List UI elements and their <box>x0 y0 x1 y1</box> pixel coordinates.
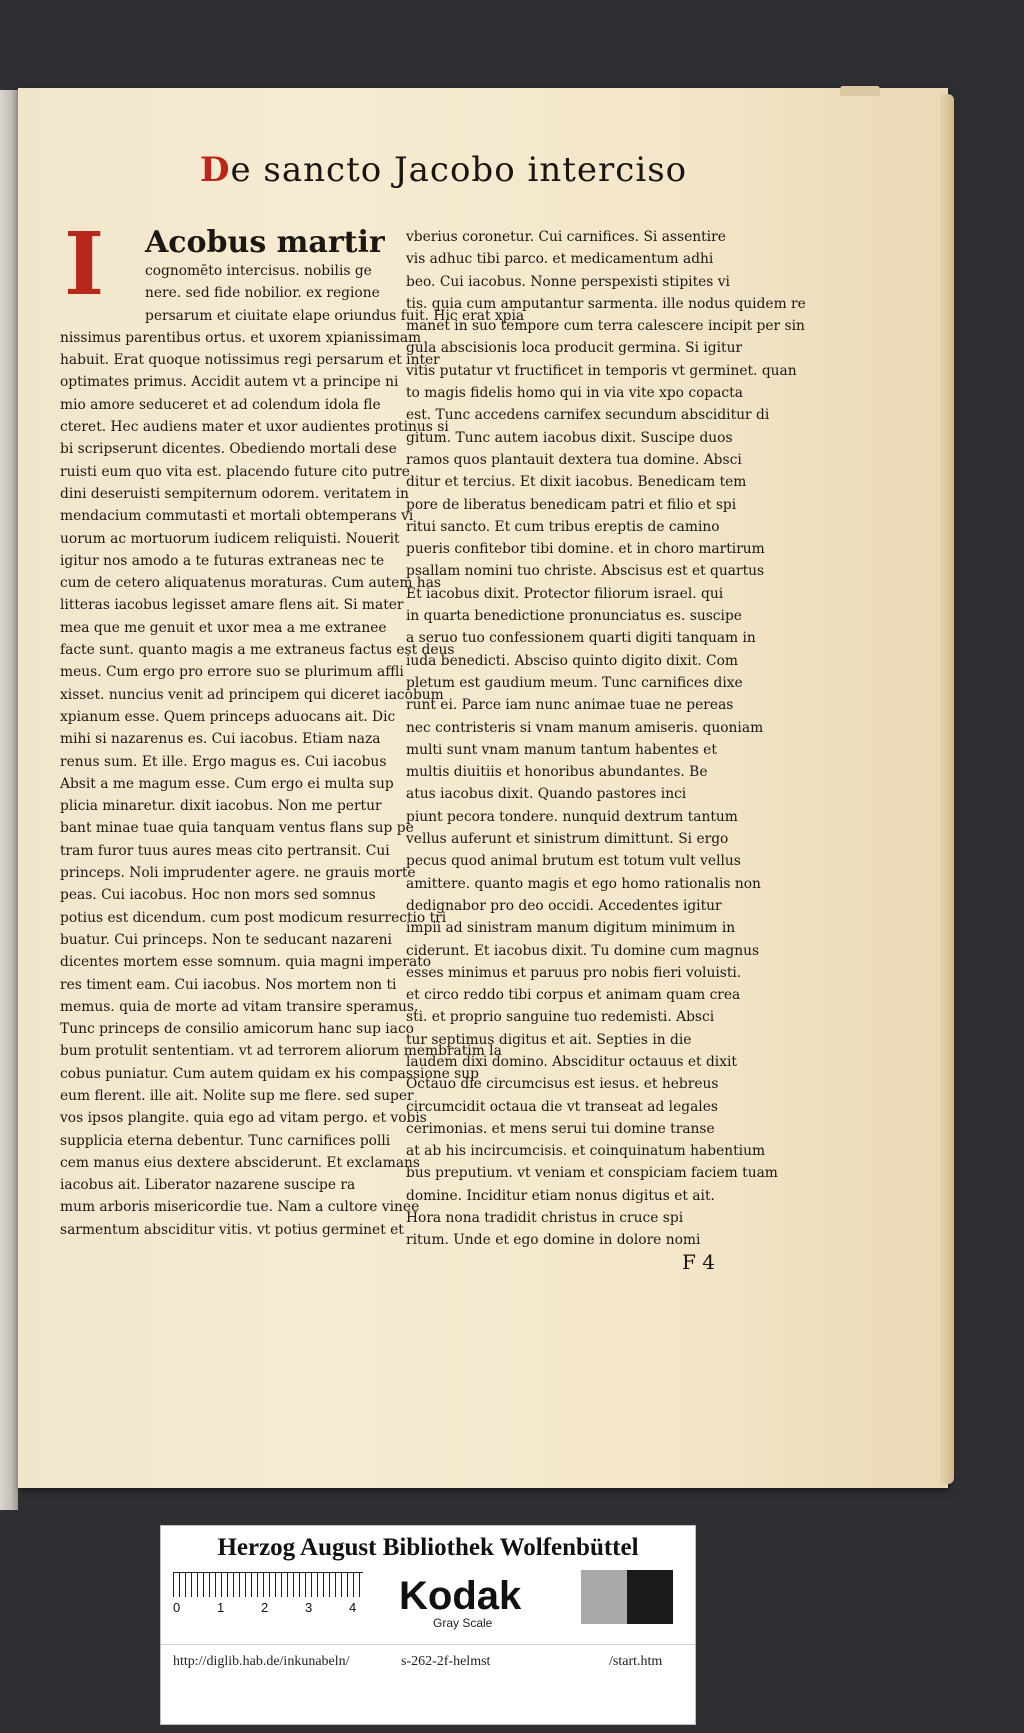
text-line: tis. quia cum amputantur sarmenta. ille nodus quidem re <box>406 295 806 312</box>
text-line: eum flerent. ille ait. Nolite sup me flere. sed super <box>60 1087 414 1104</box>
text-line: amittere. quanto magis et ego homo rationalis non <box>406 875 761 892</box>
text-line: impii ad sinistram manum digitum minimum in <box>406 920 736 937</box>
text-line: nissimus parentibus ortus. et uxorem xpianissimam <box>60 329 422 346</box>
url-prefix: http://diglib.hab.de/inkunabeln/ <box>173 1654 350 1669</box>
text-line: meus. Cum ergo pro errore suo se plurimum affli <box>60 664 404 681</box>
text-line: laudem dixi domino. Absciditur octauus et dixit <box>406 1053 737 1070</box>
text-line: uorum ac mortuorum iudicem reliquisti. Nouerit <box>60 530 400 547</box>
text-line: a seruo tuo confessionem quarti digiti tanquam in <box>406 630 756 647</box>
text-line: mum arboris misericordie tue. Nam a cultore vinee <box>60 1199 420 1216</box>
text-line: res timent eam. Cui iacobus. Nos mortem non ti <box>60 976 397 993</box>
text-line: dedignabor pro deo occidi. Accedentes igitur <box>406 897 722 914</box>
text-line: ciderunt. Et iacobus dixit. Tu domine cum magnus <box>406 942 760 959</box>
text-line: beo. Cui iacobus. Nonne perspexisti stipites vi <box>406 273 730 290</box>
scan-reference-card <box>160 1525 696 1725</box>
text-line: dini deseruisti sempiternum odorem. veritatem in <box>60 485 409 502</box>
text-line: cognomēto intercisus. nobilis ge <box>145 263 372 279</box>
text-line: optimates primus. Accidit autem vt a principe ni <box>60 374 399 391</box>
text-line: vos ipsos plangite. quia ego ad vitam pergo. et vobis <box>60 1110 427 1127</box>
text-line: potius est dicendum. cum post modicum resurrectio tri <box>60 909 447 926</box>
gray-swatch <box>581 1570 627 1624</box>
left-text-column <box>60 225 525 1246</box>
ruler-number: 0 <box>173 1600 181 1615</box>
text-line: pecus quod animal brutum est totum vult vellus <box>406 853 741 870</box>
text-line: gitum. Tunc autem iacobus dixit. Suscipe duos <box>406 429 733 446</box>
card-divider <box>161 1644 695 1645</box>
text-line: mea que me genuit et uxor mea a me extranee <box>60 619 387 636</box>
text-line: bi scripserunt dicentes. Obediendo mortali dese <box>60 441 397 458</box>
text-line: esses minimus et paruus pro nobis fieri voluisti. <box>406 964 742 981</box>
text-line: bum protulit sententiam. vt ad terrorem aliorum membratim la <box>60 1043 502 1060</box>
text-line: memus. quia de morte ad vitam transire speramus. <box>60 998 419 1015</box>
text-line: ditur et tercius. Et dixit iacobus. Benedicam tem <box>406 474 747 491</box>
ruler-number: 1 <box>217 1600 225 1615</box>
text-line: to magis fidelis homo qui in via vite xpo copacta <box>406 385 743 402</box>
ruler-number: 3 <box>305 1600 313 1615</box>
text-line: pueris confitebor tibi domine. et in choro martirum <box>406 541 765 558</box>
ruler-number: 2 <box>261 1600 269 1615</box>
text-line: in quarta benedictione pronunciatus es. suscipe <box>406 608 742 625</box>
text-line: tram furor tuus aures meas cito pertransit. Cui <box>60 842 390 859</box>
text-line: iuda benedicti. Absciso quinto digito dixit. Com <box>406 652 738 669</box>
text-line: ritum. Unde et ego domine in dolore nomi <box>406 1232 701 1249</box>
text-line: ritui sancto. Et cum tribus ereptis de camino <box>406 518 720 535</box>
library-name: Herzog August Bibliothek Wolfenbüttel <box>217 1534 639 1561</box>
text-line: domine. Inciditur etiam nonus digitus et ait. <box>406 1187 715 1204</box>
text-line: Et iacobus dixit. Protector filiorum israel. qui <box>406 585 724 602</box>
text-line: supplicia eterna debentur. Tunc carnifices polli <box>60 1132 391 1149</box>
text-line: circumcidit octaua die vt transeat ad legales <box>406 1098 718 1115</box>
ruler-numbers <box>173 1600 373 1616</box>
red-dropcap: I <box>64 214 105 315</box>
text-line: xpianum esse. Quem princeps aduocans ait. Dic <box>60 708 396 725</box>
text-line: pore de liberatus benedicam patri et filio et spi <box>406 496 737 513</box>
text-line: xisset. nuncius venit ad principem qui diceret iacobum <box>60 686 444 703</box>
text-line: pletum est gaudium meum. Tunc carnifices dixe <box>406 674 743 691</box>
paper-tab <box>840 86 880 96</box>
text-line: Hora nona tradidit christus in cruce spi <box>406 1210 684 1227</box>
facing-page-edge <box>0 90 18 1510</box>
text-line: plicia minaretur. dixit iacobus. Non me pertur <box>60 798 382 815</box>
text-line: vitis putatur vt fructificet in temporis vt germinet. quan <box>406 362 797 379</box>
text-line: mio amore seduceret et ad colendum idola fle <box>60 396 381 413</box>
ruler-number: 4 <box>349 1600 357 1615</box>
text-line: vellus auferunt et sinistrum dimittunt. Si ergo <box>406 831 729 848</box>
text-line: tur septimus digitus et ait. Septies in die <box>406 1031 692 1048</box>
text-line: Absit a me magum esse. Cum ergo ei multa sup <box>60 775 394 792</box>
leaf-fore-edge <box>940 94 954 1484</box>
text-line: cobus puniatur. Cum autem quidam ex his compassione sup <box>60 1065 479 1082</box>
text-line: Octauo die circumcisus est iesus. et hebreus <box>406 1076 719 1093</box>
text-line: atus iacobus dixit. Quando pastores inci <box>406 786 687 803</box>
text-line: nere. sed fide nobilior. ex regione <box>145 285 380 302</box>
url-id: s-262-2f-helmst <box>401 1654 491 1669</box>
text-line: peas. Cui iacobus. Hoc non mors sed somnus <box>60 887 376 904</box>
kodak-brand: Kodak <box>399 1574 522 1618</box>
text-line: Tunc princeps de consilio amicorum hanc sup iaco <box>60 1021 414 1038</box>
text-line: mendacium commutasti et mortali obtemperans vi <box>60 508 414 525</box>
text-line: sti. et proprio sanguine tuo redemisti. Absci <box>406 1009 715 1026</box>
text-line: renus sum. Et ille. Ergo magus es. Cui iacobus <box>60 753 387 770</box>
text-line: manet in suo tempore cum terra calescere incipit per sin <box>406 318 805 335</box>
text-line: igitur nos amodo a te futuras extraneas nec te <box>60 552 385 569</box>
text-line: multi sunt vnam manum tantum habentes et <box>406 741 717 758</box>
text-line: est. Tunc accedens carnifex secundum absciditur di <box>406 407 770 424</box>
right-text-column <box>406 226 806 1249</box>
text-line: mihi si nazarenus es. Cui iacobus. Etiam naza <box>60 731 381 748</box>
text-line: multis diuitiis et honoribus abundantes. Be <box>406 764 708 781</box>
page-heading <box>200 150 688 200</box>
heading-text: e sancto Jacobo interciso <box>230 150 688 190</box>
text-line: gula abscisionis loca producit germina. Si igitur <box>406 340 743 357</box>
gray-scale-label: Gray Scale <box>433 1616 493 1630</box>
text-line: et circo reddo tibi corpus et animam quam crea <box>406 987 741 1004</box>
text-line: ruisti eum quo vita est. placendo future cito putre <box>60 463 410 480</box>
black-swatch <box>627 1570 673 1624</box>
measurement-ruler <box>173 1572 363 1597</box>
text-line: psallam nomini tuo christe. Abscisus est et quartus <box>406 563 765 580</box>
text-line: cerimonias. et mens serui tui domine transe <box>406 1120 715 1137</box>
text-line: persarum et ciuitate elape oriundus fuit. Hic erat xpia <box>145 307 525 324</box>
url-suffix: /start.htm <box>609 1654 663 1669</box>
text-line: princeps. Noli imprudenter agere. ne grauis morte <box>60 865 416 882</box>
text-line: at ab his incircumcisis. et coinquinatum habentium <box>406 1143 766 1160</box>
text-line: Acobus martir <box>145 225 385 260</box>
heading-initial: D <box>200 150 231 190</box>
text-line: cem manus eius dextere absciderunt. Et exclamans <box>60 1154 421 1171</box>
signature-mark: F 4 <box>682 1250 715 1274</box>
text-line: ramos quos plantauit dextera tua domine. Absci <box>406 451 742 468</box>
text-line: vis adhuc tibi parco. et medicamentum adhi <box>406 251 714 268</box>
text-line: iacobus ait. Liberator nazarene suscipe ra <box>60 1177 356 1194</box>
text-line: runt ei. Parce iam nunc animae tuae ne pereas <box>406 697 734 714</box>
text-line: facte sunt. quanto magis a me extraneus factus est deus <box>60 642 455 659</box>
text-line: piunt pecora tondere. nunquid dextrum tantum <box>406 808 738 825</box>
text-line: vberius coronetur. Cui carnifices. Si assentire <box>406 229 726 245</box>
text-line: buatur. Cui princeps. Non te seducant nazareni <box>60 931 392 948</box>
text-line: cum de cetero aliquatenus moraturas. Cum autem has <box>60 575 441 592</box>
text-line: cteret. Hec audiens mater et uxor audientes protinus si <box>60 419 449 436</box>
text-line: litteras iacobus legisset amare flens ait. Si mater <box>60 597 404 614</box>
text-line: habuit. Erat quoque notissimus regi persarum et inter <box>60 352 440 369</box>
text-line: sarmentum absciditur vitis. vt potius germinet et <box>60 1221 404 1238</box>
text-line: dicentes mortem esse somnum. quia magni imperato <box>60 954 432 971</box>
text-line: nec contristeris si vnam manum amiseris. quoniam <box>406 719 764 736</box>
text-line: bant minae tuae quia tanquam ventus flans sup pe <box>60 820 414 837</box>
text-line: bus preputium. vt veniam et conspiciam faciem tuam <box>406 1165 778 1182</box>
